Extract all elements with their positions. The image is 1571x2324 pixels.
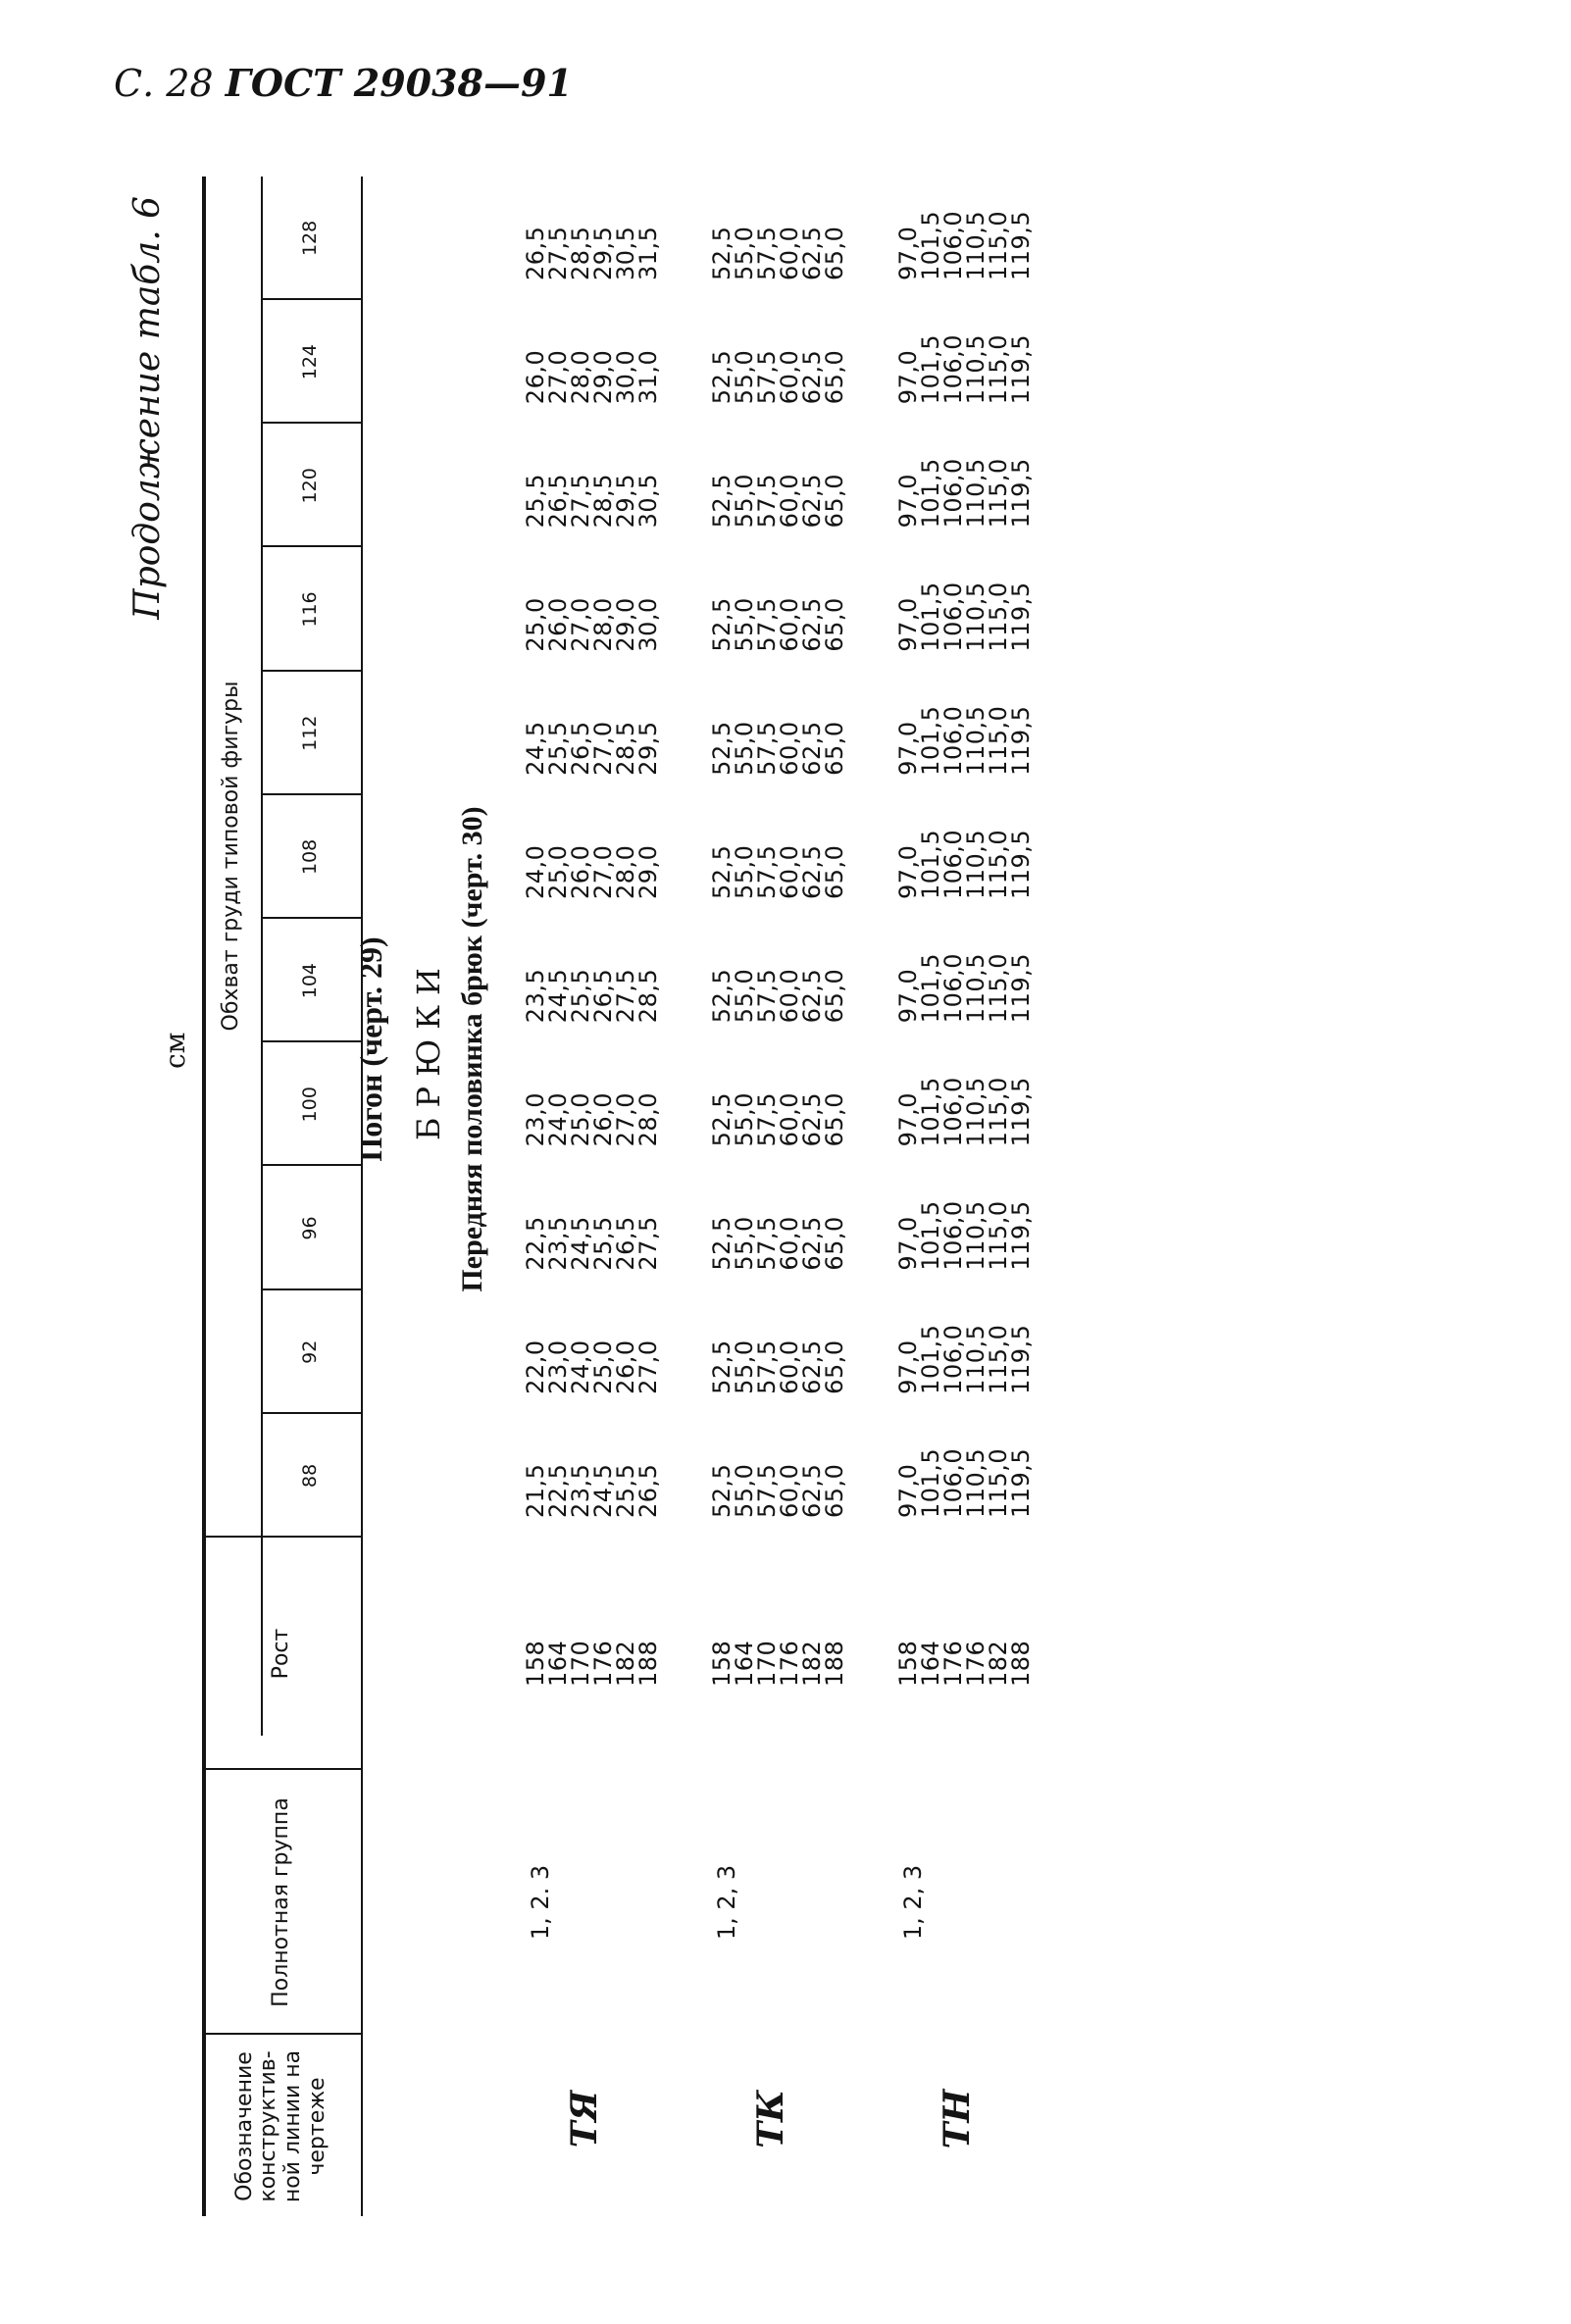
cell-value: 26,5 <box>522 226 549 280</box>
value-column-108 <box>894 829 1035 899</box>
cell-value: 115,0 <box>985 581 1012 652</box>
value-column-96 <box>708 1216 848 1271</box>
value-column-104 <box>894 952 1035 1024</box>
cell-value: 26,0 <box>589 1091 617 1147</box>
chest-col-divider <box>261 1164 361 1166</box>
cell-value: 110,5 <box>962 829 989 899</box>
cell-value: 60,0 <box>776 1463 803 1518</box>
cell-value: 57,5 <box>753 226 781 280</box>
value-column-116 <box>708 597 848 652</box>
value-column-112 <box>894 705 1035 776</box>
chest-col-divider <box>261 793 361 795</box>
cell-value: 29,0 <box>612 597 639 652</box>
cell-value: 52,5 <box>708 721 735 776</box>
continuation-label: Продолжение табл. 6 <box>127 196 168 620</box>
height-value: 188 <box>1007 1640 1035 1687</box>
cell-value: 57,5 <box>753 968 781 1024</box>
value-column-108 <box>522 844 662 899</box>
height-value: 188 <box>634 1640 662 1687</box>
section-title-front-half: Передняя половинка брюк (черт. 30) <box>456 806 488 1292</box>
cell-value: 119,5 <box>1007 1324 1035 1394</box>
cell-value: 55,0 <box>731 349 758 405</box>
cell-value: 52,5 <box>708 844 735 899</box>
cell-value: 25,5 <box>589 1216 617 1271</box>
cell-value: 115,0 <box>985 1077 1012 1147</box>
cell-value: 26,5 <box>544 473 572 529</box>
value-column-104 <box>708 968 848 1024</box>
cell-value: 101,5 <box>917 581 944 652</box>
cell-value: 62,5 <box>798 349 826 405</box>
cell-value: 115,0 <box>985 1200 1012 1271</box>
cell-value: 24,5 <box>589 1463 617 1518</box>
cell-value: 119,5 <box>1007 952 1035 1024</box>
cell-value: 106,0 <box>939 581 967 652</box>
cell-value: 25,0 <box>589 1339 617 1394</box>
cell-value: 23,0 <box>522 1091 549 1147</box>
cell-value: 24,0 <box>522 844 549 899</box>
cell-value: 23,5 <box>567 1463 594 1518</box>
cell-value: 97,0 <box>894 597 922 652</box>
header-divider-2 <box>202 1768 361 1770</box>
cell-value: 106,0 <box>939 1324 967 1394</box>
standard-number: ГОСТ 29038—91 <box>225 61 573 105</box>
line-code-3: ТН <box>937 2089 978 2149</box>
header-fullness-group: Полнотная группа <box>268 1797 293 2007</box>
cell-value: 29,0 <box>589 349 617 405</box>
cell-value: 28,5 <box>589 473 617 529</box>
height-value: 164 <box>731 1640 758 1687</box>
cell-value: 25,5 <box>544 721 572 776</box>
cell-value: 26,5 <box>612 1216 639 1271</box>
cell-value: 24,0 <box>544 1091 572 1147</box>
cell-value: 27,0 <box>589 721 617 776</box>
value-column-128 <box>708 226 848 280</box>
cell-value: 110,5 <box>962 1447 989 1518</box>
cell-value: 115,0 <box>985 1447 1012 1518</box>
fullness-group-3: 1, 2, 3 <box>899 1864 927 1941</box>
cell-value: 65,0 <box>821 1463 848 1518</box>
header-divider-3 <box>202 1536 361 1538</box>
cell-value: 119,5 <box>1007 458 1035 529</box>
cell-value: 110,5 <box>962 952 989 1024</box>
cell-value: 24,5 <box>522 721 549 776</box>
value-column-112 <box>522 721 662 776</box>
chest-size-108: 108 <box>299 838 322 876</box>
cell-value: 97,0 <box>894 1216 922 1271</box>
cell-value: 57,5 <box>753 597 781 652</box>
height-value: 182 <box>985 1640 1012 1687</box>
chest-size-128: 128 <box>299 220 322 257</box>
cell-value: 55,0 <box>731 721 758 776</box>
cell-value: 115,0 <box>985 705 1012 776</box>
cell-value: 106,0 <box>939 458 967 529</box>
page-number: С. 28 <box>114 62 214 105</box>
cell-value: 97,0 <box>894 844 922 899</box>
cell-value: 110,5 <box>962 458 989 529</box>
height-value: 158 <box>522 1640 549 1687</box>
cell-value: 115,0 <box>985 458 1012 529</box>
cell-value: 55,0 <box>731 473 758 529</box>
cell-value: 101,5 <box>917 1200 944 1271</box>
cell-value: 55,0 <box>731 226 758 280</box>
cell-value: 65,0 <box>821 1216 848 1271</box>
cell-value: 25,5 <box>522 473 549 529</box>
cell-value: 115,0 <box>985 952 1012 1024</box>
cell-value: 101,5 <box>917 458 944 529</box>
height-value: 170 <box>567 1640 594 1687</box>
cell-value: 27,0 <box>634 1339 662 1394</box>
chest-size-92: 92 <box>299 1339 322 1364</box>
height-value: 182 <box>798 1640 826 1687</box>
cell-value: 65,0 <box>821 597 848 652</box>
cell-value: 119,5 <box>1007 1447 1035 1518</box>
chest-col-divider <box>261 670 361 672</box>
height-column <box>522 1640 662 1687</box>
value-column-112 <box>708 721 848 776</box>
cell-value: 27,0 <box>544 349 572 405</box>
cell-value: 52,5 <box>708 226 735 280</box>
cell-value: 101,5 <box>917 1324 944 1394</box>
cell-value: 119,5 <box>1007 581 1035 652</box>
height-value: 164 <box>917 1640 944 1687</box>
cell-value: 30,5 <box>634 473 662 529</box>
height-value: 164 <box>544 1640 572 1687</box>
cell-value: 101,5 <box>917 1077 944 1147</box>
cell-value: 57,5 <box>753 1216 781 1271</box>
line-code-1: ТЯ <box>564 2090 605 2148</box>
cell-value: 101,5 <box>917 210 944 280</box>
cell-value: 27,0 <box>567 597 594 652</box>
header-height: Рост <box>268 1628 293 1680</box>
cell-value: 60,0 <box>776 597 803 652</box>
cell-value: 24,5 <box>544 968 572 1024</box>
rotated-table <box>127 177 1442 2216</box>
value-column-100 <box>708 1091 848 1147</box>
cell-value: 110,5 <box>962 1324 989 1394</box>
cell-value: 27,0 <box>612 1091 639 1147</box>
cell-value: 57,5 <box>753 349 781 405</box>
cell-value: 62,5 <box>798 226 826 280</box>
cell-value: 62,5 <box>798 968 826 1024</box>
cell-value: 115,0 <box>985 829 1012 899</box>
value-column-128 <box>894 210 1035 280</box>
cell-value: 97,0 <box>894 349 922 405</box>
cell-value: 23,5 <box>522 968 549 1024</box>
cell-value: 62,5 <box>798 1339 826 1394</box>
chest-col-divider <box>261 1040 361 1042</box>
cell-value: 24,5 <box>567 1216 594 1271</box>
cell-value: 97,0 <box>894 1463 922 1518</box>
cell-value: 106,0 <box>939 1447 967 1518</box>
chest-size-124: 124 <box>299 343 322 380</box>
line-code-2: ТК <box>750 2090 791 2148</box>
cell-value: 26,0 <box>544 597 572 652</box>
cell-value: 55,0 <box>731 1216 758 1271</box>
cell-value: 57,5 <box>753 1463 781 1518</box>
cell-value: 101,5 <box>917 333 944 405</box>
cell-value: 119,5 <box>1007 1200 1035 1271</box>
cell-value: 28,0 <box>634 1091 662 1147</box>
cell-value: 25,0 <box>544 844 572 899</box>
cell-value: 65,0 <box>821 226 848 280</box>
cell-value: 60,0 <box>776 349 803 405</box>
cell-value: 28,0 <box>612 844 639 899</box>
cell-value: 27,0 <box>589 844 617 899</box>
header-line-designation: Обозначение конструктив-ной линии на чертеже <box>231 2049 329 2203</box>
cell-value: 30,0 <box>634 597 662 652</box>
chest-size-100: 100 <box>299 1086 322 1123</box>
cell-value: 60,0 <box>776 1339 803 1394</box>
value-column-124 <box>708 349 848 405</box>
cell-value: 119,5 <box>1007 1077 1035 1147</box>
cell-value: 119,5 <box>1007 333 1035 405</box>
chest-size-88: 88 <box>299 1463 322 1488</box>
cell-value: 26,5 <box>567 721 594 776</box>
cell-value: 23,5 <box>544 1216 572 1271</box>
cell-value: 60,0 <box>776 721 803 776</box>
cell-value: 106,0 <box>939 1200 967 1271</box>
cell-value: 115,0 <box>985 1324 1012 1394</box>
cell-value: 97,0 <box>894 226 922 280</box>
cell-value: 55,0 <box>731 1091 758 1147</box>
value-column-116 <box>522 597 662 652</box>
value-column-108 <box>708 844 848 899</box>
cell-value: 30,0 <box>612 349 639 405</box>
cell-value: 52,5 <box>708 1216 735 1271</box>
height-value: 176 <box>939 1640 967 1687</box>
chest-col-divider <box>261 917 361 919</box>
height-value: 176 <box>589 1640 617 1687</box>
cell-value: 28,5 <box>634 968 662 1024</box>
cell-value: 25,0 <box>567 1091 594 1147</box>
value-column-96 <box>522 1216 662 1271</box>
cell-value: 60,0 <box>776 473 803 529</box>
cell-value: 62,5 <box>798 1463 826 1518</box>
cell-value: 29,5 <box>589 226 617 280</box>
header-divider-1 <box>202 2033 361 2035</box>
cell-value: 97,0 <box>894 1091 922 1147</box>
cell-value: 26,0 <box>612 1339 639 1394</box>
header-chest-girth: Обхват груди типовой фигуры <box>218 681 243 1032</box>
cell-value: 106,0 <box>939 333 967 405</box>
cell-value: 106,0 <box>939 210 967 280</box>
cell-value: 65,0 <box>821 844 848 899</box>
cell-value: 97,0 <box>894 1339 922 1394</box>
cell-value: 106,0 <box>939 1077 967 1147</box>
height-value: 176 <box>962 1640 989 1687</box>
cell-value: 26,5 <box>634 1463 662 1518</box>
cell-value: 101,5 <box>917 1447 944 1518</box>
cell-value: 110,5 <box>962 210 989 280</box>
height-value: 158 <box>894 1640 922 1687</box>
cell-value: 110,5 <box>962 1200 989 1271</box>
chest-col-divider <box>261 1288 361 1290</box>
cell-value: 119,5 <box>1007 210 1035 280</box>
value-column-120 <box>522 473 662 529</box>
section-title-pogon: Погон (черт. 29) <box>353 936 388 1162</box>
section-title-bryuki: БРЮКИ <box>410 958 447 1140</box>
cell-value: 115,0 <box>985 333 1012 405</box>
cell-value: 65,0 <box>821 721 848 776</box>
cell-value: 57,5 <box>753 721 781 776</box>
fullness-group-1: 1, 2. 3 <box>527 1864 554 1941</box>
value-column-124 <box>522 349 662 405</box>
height-column <box>708 1640 848 1687</box>
cell-value: 60,0 <box>776 226 803 280</box>
cell-value: 24,0 <box>567 1339 594 1394</box>
cell-value: 52,5 <box>708 1091 735 1147</box>
height-value: 176 <box>776 1640 803 1687</box>
cell-value: 106,0 <box>939 829 967 899</box>
cell-value: 115,0 <box>985 210 1012 280</box>
cell-value: 55,0 <box>731 1339 758 1394</box>
height-value: 188 <box>821 1640 848 1687</box>
cell-value: 52,5 <box>708 473 735 529</box>
cell-value: 110,5 <box>962 705 989 776</box>
cell-value: 29,0 <box>634 844 662 899</box>
cell-value: 27,5 <box>567 473 594 529</box>
cell-value: 57,5 <box>753 844 781 899</box>
cell-value: 52,5 <box>708 349 735 405</box>
cell-value: 26,0 <box>567 844 594 899</box>
cell-value: 27,5 <box>544 226 572 280</box>
chest-size-120: 120 <box>299 468 322 504</box>
cell-value: 25,5 <box>612 1463 639 1518</box>
cell-value: 28,0 <box>567 349 594 405</box>
cell-value: 106,0 <box>939 705 967 776</box>
height-column <box>894 1640 1035 1687</box>
cell-value: 25,5 <box>567 968 594 1024</box>
cell-value: 55,0 <box>731 968 758 1024</box>
cell-value: 27,5 <box>612 968 639 1024</box>
page-header <box>114 61 573 105</box>
cell-value: 97,0 <box>894 968 922 1024</box>
cell-value: 22,0 <box>522 1339 549 1394</box>
cell-value: 60,0 <box>776 844 803 899</box>
cell-value: 97,0 <box>894 721 922 776</box>
cell-value: 119,5 <box>1007 705 1035 776</box>
value-column-88 <box>894 1447 1035 1518</box>
cell-value: 57,5 <box>753 473 781 529</box>
cell-value: 62,5 <box>798 473 826 529</box>
unit-label: см <box>159 1032 191 1069</box>
cell-value: 52,5 <box>708 1463 735 1518</box>
value-column-96 <box>894 1200 1035 1271</box>
height-value: 170 <box>753 1640 781 1687</box>
cell-value: 31,5 <box>634 226 662 280</box>
cell-value: 26,5 <box>589 968 617 1024</box>
cell-value: 22,5 <box>544 1463 572 1518</box>
cell-value: 62,5 <box>798 1216 826 1271</box>
cell-value: 62,5 <box>798 597 826 652</box>
cell-value: 26,0 <box>522 349 549 405</box>
cell-value: 29,5 <box>612 473 639 529</box>
cell-value: 31,0 <box>634 349 662 405</box>
value-column-100 <box>894 1077 1035 1147</box>
cell-value: 29,5 <box>634 721 662 776</box>
cell-value: 57,5 <box>753 1091 781 1147</box>
cell-value: 110,5 <box>962 581 989 652</box>
chest-size-116: 116 <box>299 591 322 628</box>
height-value: 182 <box>612 1640 639 1687</box>
value-column-100 <box>522 1091 662 1147</box>
cell-value: 52,5 <box>708 1339 735 1394</box>
value-column-88 <box>708 1463 848 1518</box>
value-column-120 <box>708 473 848 529</box>
cell-value: 55,0 <box>731 597 758 652</box>
chest-col-divider <box>261 298 361 300</box>
cell-value: 28,5 <box>612 721 639 776</box>
cell-value: 62,5 <box>798 844 826 899</box>
value-column-128 <box>522 226 662 280</box>
chest-col-divider <box>261 545 361 547</box>
cell-value: 57,5 <box>753 1339 781 1394</box>
value-column-120 <box>894 458 1035 529</box>
cell-value: 97,0 <box>894 473 922 529</box>
chest-size-112: 112 <box>299 715 322 751</box>
cell-value: 119,5 <box>1007 829 1035 899</box>
cell-value: 30,5 <box>612 226 639 280</box>
cell-value: 55,0 <box>731 1463 758 1518</box>
value-column-92 <box>522 1339 662 1394</box>
cell-value: 55,0 <box>731 844 758 899</box>
cell-value: 27,5 <box>634 1216 662 1271</box>
value-column-116 <box>894 581 1035 652</box>
cell-value: 101,5 <box>917 829 944 899</box>
cell-value: 65,0 <box>821 349 848 405</box>
cell-value: 110,5 <box>962 1077 989 1147</box>
cell-value: 65,0 <box>821 1091 848 1147</box>
cell-value: 65,0 <box>821 968 848 1024</box>
chest-col-divider <box>261 422 361 424</box>
cell-value: 65,0 <box>821 473 848 529</box>
cell-value: 52,5 <box>708 597 735 652</box>
value-column-104 <box>522 968 662 1024</box>
chest-size-104: 104 <box>299 962 322 999</box>
cell-value: 101,5 <box>917 705 944 776</box>
value-column-88 <box>522 1463 662 1518</box>
chest-col-divider <box>261 1412 361 1414</box>
value-column-92 <box>894 1324 1035 1394</box>
height-value: 158 <box>708 1640 735 1687</box>
cell-value: 60,0 <box>776 968 803 1024</box>
cell-value: 22,5 <box>522 1216 549 1271</box>
value-column-124 <box>894 333 1035 405</box>
cell-value: 21,5 <box>522 1463 549 1518</box>
cell-value: 23,0 <box>544 1339 572 1394</box>
cell-value: 28,5 <box>567 226 594 280</box>
fullness-group-2: 1, 2, 3 <box>713 1864 740 1941</box>
cell-value: 62,5 <box>798 1091 826 1147</box>
cell-value: 25,0 <box>522 597 549 652</box>
cell-value: 101,5 <box>917 952 944 1024</box>
chest-size-96: 96 <box>299 1216 322 1240</box>
value-column-92 <box>708 1339 848 1394</box>
cell-value: 60,0 <box>776 1216 803 1271</box>
cell-value: 60,0 <box>776 1091 803 1147</box>
cell-value: 28,0 <box>589 597 617 652</box>
cell-value: 106,0 <box>939 952 967 1024</box>
cell-value: 65,0 <box>821 1339 848 1394</box>
cell-value: 62,5 <box>798 721 826 776</box>
cell-value: 110,5 <box>962 333 989 405</box>
cell-value: 52,5 <box>708 968 735 1024</box>
